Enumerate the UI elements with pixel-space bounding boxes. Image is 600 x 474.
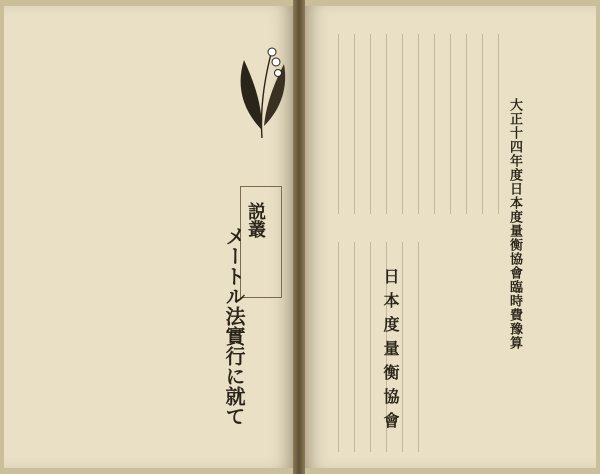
budget-heading: 大正十四年度日本度量衡協會臨時費豫算 xyxy=(507,98,522,350)
left-page xyxy=(4,6,293,468)
article-title: メートル法實行に就て xyxy=(222,226,246,426)
right-page xyxy=(305,6,596,468)
binding-gutter xyxy=(293,0,305,474)
lily-of-the-valley-icon xyxy=(232,30,292,140)
organization-name: 日本度量衡協會 xyxy=(381,268,400,436)
budget-table-upper-text xyxy=(323,34,503,214)
budget-table-lower xyxy=(323,242,423,452)
column-label: 説叢 xyxy=(245,202,266,238)
